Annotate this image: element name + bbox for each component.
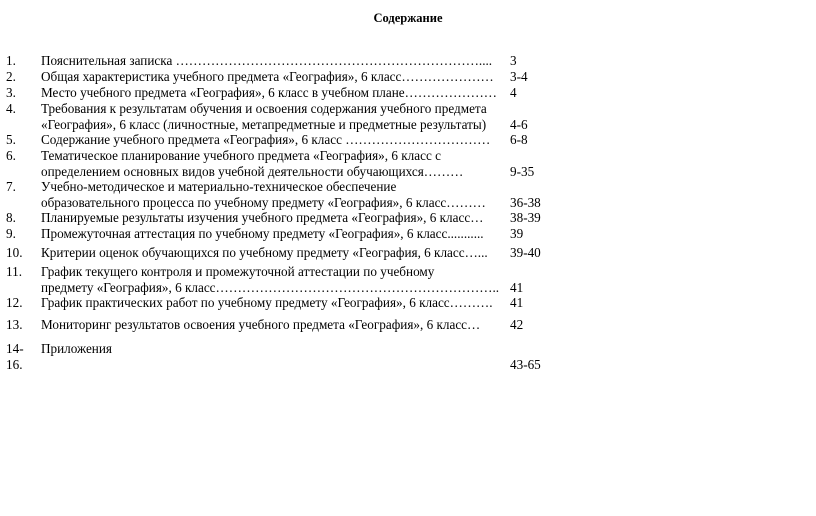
toc-entry-number-part: 16. (6, 357, 23, 372)
toc-entry-number (6, 226, 16, 242)
toc-entry-number (6, 245, 22, 261)
toc-entry-page: 3 (510, 53, 517, 68)
toc-entry-text (41, 132, 501, 148)
toc-entry-text (41, 264, 501, 296)
toc-entry-text (41, 226, 501, 242)
toc-entry-page: 4-6 (510, 117, 528, 132)
toc-entry-line: Содержание учебного предмета «География», 6 класс …………………………… (41, 132, 491, 147)
toc-entry-line: Планируемые результаты изучения учебного предмета «География», 6 класс… (41, 210, 484, 225)
toc-entry-number-part: 13. (6, 317, 23, 332)
toc-entry-number (6, 85, 16, 101)
toc-entry-text (41, 85, 501, 101)
toc-entry-line: Приложения (41, 341, 112, 356)
toc-entry-number (6, 148, 16, 164)
toc-entry-number-part: 6. (6, 148, 16, 163)
toc-entry-number (6, 295, 22, 311)
toc-entry-text (41, 295, 501, 311)
toc-entry-page: 39-40 (510, 245, 541, 260)
toc-entry-number-part: 7. (6, 179, 16, 194)
toc-entry-line: Пояснительная записка …………………………………………………………….... (41, 53, 493, 68)
toc-entry-text (41, 179, 501, 211)
toc-entry-text (41, 245, 501, 261)
toc-entry-page: 43-65 (510, 357, 541, 372)
toc-entry-line: График текущего контроля и промежуточной аттестации по учебному (41, 264, 435, 279)
toc-entry-line: График практических работ по учебному предмету «География», 6 класс………. (41, 295, 493, 310)
toc-entry-line: предмету «География», 6 класс……………………………………………………….. (41, 280, 500, 295)
toc-entry-page: 39 (510, 226, 524, 241)
toc-entry-text (41, 341, 501, 373)
toc-entry-number-part: 1. (6, 53, 16, 68)
toc-entry-page: 9-35 (510, 164, 535, 179)
toc-entry-text (41, 53, 501, 69)
toc-entry-number (6, 179, 16, 195)
toc-entry-number (6, 317, 22, 333)
toc-entry-number-part: 2. (6, 69, 16, 84)
toc-entry-line: Требования к результатам обучения и освоения содержания учебного предмета (41, 101, 487, 116)
toc-entry-page: 41 (510, 295, 524, 310)
toc-entry-number (6, 264, 22, 280)
toc-entry-number-part: 9. (6, 226, 16, 241)
toc-entry-page: 4 (510, 85, 517, 100)
toc-entry-number (6, 53, 16, 69)
toc-entry-page: 3-4 (510, 69, 528, 84)
toc-entry-line: Критерии оценок обучающихся по учебному предмету «География, 6 класс…... (41, 245, 488, 260)
toc-entry-number-part: 12. (6, 295, 23, 310)
toc-entry-number (6, 132, 16, 148)
toc-entry-number (6, 101, 16, 117)
toc-entry-text (41, 210, 501, 226)
toc-entry-text (41, 317, 501, 333)
toc-entry-line: образовательного процесса по учебному предмету «География», 6 класс……… (41, 195, 486, 210)
toc-entry-text (41, 101, 501, 133)
toc-entry-number (6, 210, 16, 226)
page-title: Содержание (373, 11, 443, 25)
toc-entry-line: Мониторинг результатов освоения учебного предмета «География», 6 класс… (41, 317, 481, 332)
toc-entry-page: 6-8 (510, 132, 528, 147)
toc-entry-number-part: 4. (6, 101, 16, 116)
toc-entry-number (6, 69, 16, 85)
toc-entry-number-part: 14- (6, 341, 24, 356)
toc-entry-line: Промежуточная аттестация по учебному предмету «География», 6 класс........... (41, 226, 484, 241)
toc-entry-line: Тематическое планирование учебного предмета «География», 6 класс с (41, 148, 441, 163)
toc-entry-page: 42 (510, 317, 524, 332)
toc-entry-page: 38-39 (510, 210, 541, 225)
toc-entry-number-part: 3. (6, 85, 16, 100)
toc-entry-text (41, 148, 501, 180)
toc-entry-line: Место учебного предмета «География», 6 класс в учебном плане………………… (41, 85, 497, 100)
toc-entry-number (6, 341, 24, 373)
toc-entry-number-part: 10. (6, 245, 23, 260)
toc-entry-number-part: 11. (6, 264, 22, 279)
toc-entry-line: Учебно-методическое и материально-техническое обеспечение (41, 179, 397, 194)
toc-entry-number-part: 8. (6, 210, 16, 225)
toc-entry-line: Общая характеристика учебного предмета «География», 6 класс………………… (41, 69, 494, 84)
toc-entry-line: определением основных видов учебной деятельности обучающихся……… (41, 164, 464, 179)
toc-entry-line: «География», 6 класс (личностные, метапредметные и предметные результаты) (41, 117, 487, 132)
toc-entry-page: 41 (510, 280, 524, 295)
toc-entry-page: 36-38 (510, 195, 541, 210)
toc-entry-line (41, 357, 501, 373)
toc-entry-text (41, 69, 501, 85)
toc-entry-number-part: 5. (6, 132, 16, 147)
